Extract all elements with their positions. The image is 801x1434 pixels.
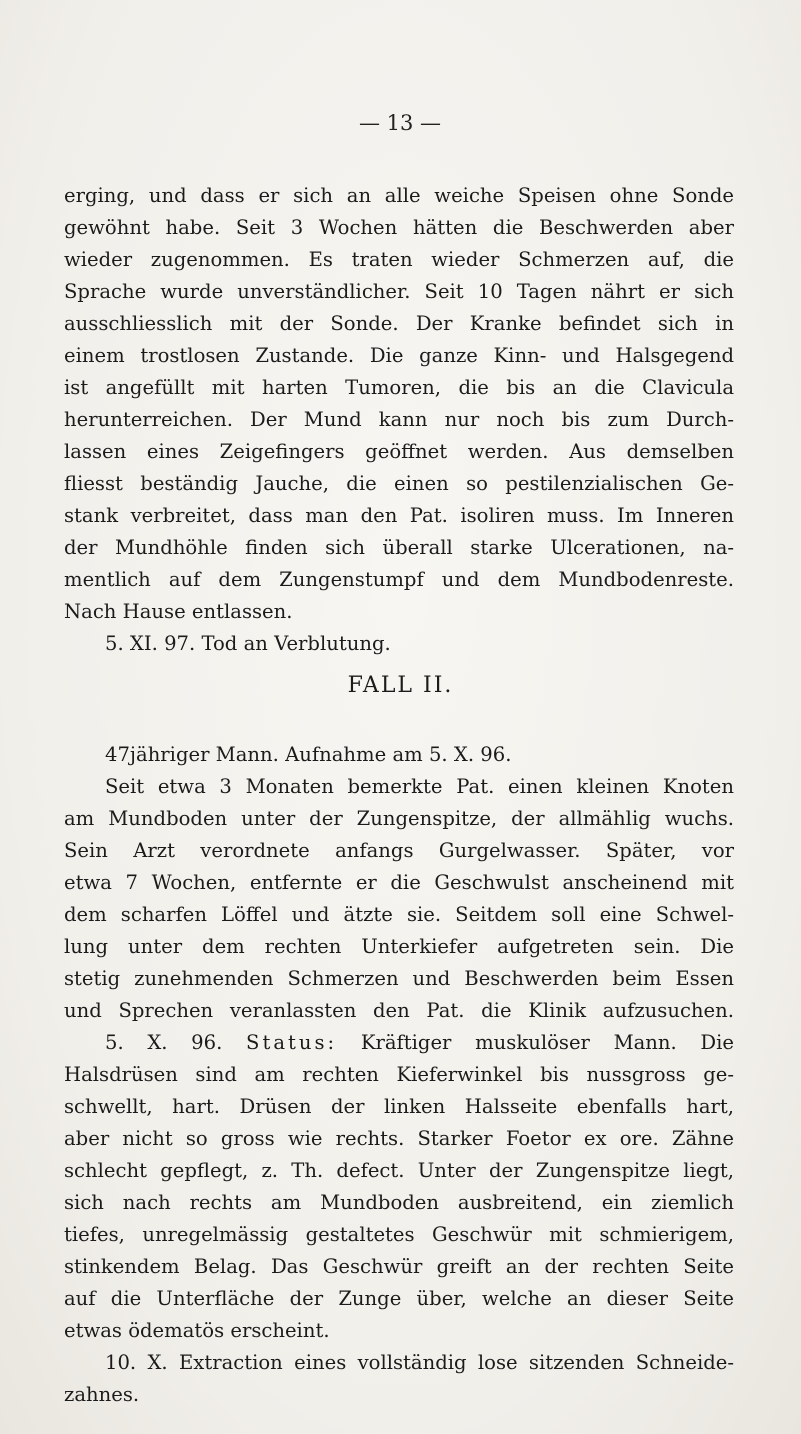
text-line: am Mundboden unter der Zungenspitze, der allmählig wuchs.: [64, 807, 734, 830]
text-line: zahnes.: [64, 1383, 140, 1406]
text-line: ist angefüllt mit harten Tumoren, die bis an die Clavicula: [64, 376, 734, 399]
text-line: Nach Hause entlassen.: [64, 600, 293, 623]
text-line: Sein Arzt verordnete anfangs Gurgelwasser. Später, vor: [64, 839, 734, 862]
text-line: Sprache wurde unverständlicher. Seit 10 Tagen nährt er sich: [64, 280, 734, 303]
text-line: stetig zunehmenden Schmerzen und Beschwerden beim Essen: [64, 967, 734, 990]
section-heading: FALL II.: [347, 673, 454, 698]
text-line: 5. XI. 97. Tod an Verblutung.: [105, 632, 391, 655]
text-line: wieder zugenommen. Es traten wieder Schmerzen auf, die: [64, 248, 734, 271]
text-line: dem scharfen Löffel und ätzte sie. Seitdem soll eine Schwel-: [64, 903, 734, 926]
text-line: tiefes, unregelmässig gestaltetes Geschwür mit schmierigem,: [64, 1223, 734, 1246]
text-line: aber nicht so gross wie rechts. Starker Foetor ex ore. Zähne: [64, 1127, 734, 1150]
text-line: 10. X. Extraction eines vollständig lose sitzenden Schneide-: [105, 1351, 734, 1374]
text-line: 47jähriger Mann. Aufnahme am 5. X. 96.: [105, 743, 512, 766]
text-line: mentlich auf dem Zungenstumpf und dem Mundbodenreste.: [64, 568, 734, 591]
text-line: Halsdrüsen sind am rechten Kieferwinkel bis nussgross ge-: [64, 1063, 734, 1086]
text-line: einem trostlosen Zustande. Die ganze Kinn- und Halsgegend: [64, 344, 734, 367]
text-line: erging, und dass er sich an alle weiche Speisen ohne Sonde: [64, 184, 734, 207]
status-text: Kräftiger muskulöser Mann. Die: [360, 1031, 735, 1054]
text-line: lung unter dem rechten Unterkiefer aufgetreten sein. Die: [64, 935, 734, 958]
text-line: schlecht gepflegt, z. Th. defect. Unter der Zungenspitze liegt,: [64, 1159, 734, 1182]
page-number: — 13 —: [358, 111, 442, 135]
text-line: etwas ödematös erscheint.: [64, 1319, 330, 1342]
status-label: Status:: [246, 1031, 338, 1054]
text-line: auf die Unterfläche der Zunge über, welche an dieser Seite: [64, 1287, 734, 1310]
text-line: Seit etwa 3 Monaten bemerkte Pat. einen kleinen Knoten: [105, 775, 734, 798]
text-line: lassen eines Zeigefingers geöffnet werden. Aus demselben: [64, 440, 734, 463]
status-line: [105, 1027, 734, 1059]
text-line: herunterreichen. Der Mund kann nur noch bis zum Durch-: [64, 408, 734, 431]
text-line: stank verbreitet, dass man den Pat. isoliren muss. Im Inneren: [64, 504, 734, 527]
text-line: etwa 7 Wochen, entfernte er die Geschwulst anscheinend mit: [64, 871, 734, 894]
text-line: stinkendem Belag. Das Geschwür greift an der rechten Seite: [64, 1255, 734, 1278]
text-line: und Sprechen veranlassten den Pat. die Klinik aufzusuchen.: [64, 999, 734, 1022]
text-line: fliesst beständig Jauche, die einen so pestilenzialischen Ge-: [64, 472, 734, 495]
text-line: sich nach rechts am Mundboden ausbreitend, ein ziemlich: [64, 1191, 734, 1214]
text-line: gewöhnt habe. Seit 3 Wochen hätten die Beschwerden aber: [64, 216, 734, 239]
status-date: 5. X. 96.: [105, 1031, 223, 1054]
text-line: der Mundhöhle finden sich überall starke Ulcerationen, na-: [64, 536, 734, 559]
text-line: schwellt, hart. Drüsen der linken Halsseite ebenfalls hart,: [64, 1095, 734, 1118]
text-line: ausschliesslich mit der Sonde. Der Kranke befindet sich in: [64, 312, 734, 335]
